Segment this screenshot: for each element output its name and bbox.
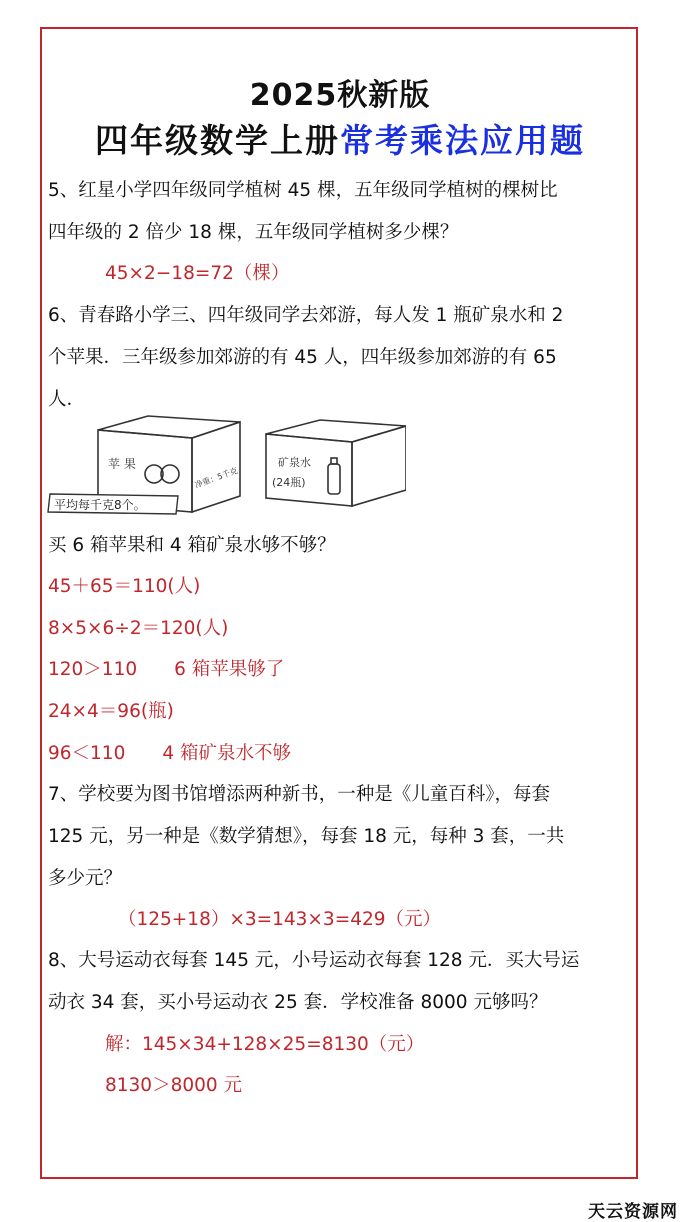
bottle-cap-icon (331, 458, 337, 464)
problem-6-answer-1: 45＋65＝110(人) (48, 576, 201, 597)
problem-5-line-2: 四年级的 2 倍少 18 棵，五年级同学植树多少棵？ (48, 222, 459, 243)
problem-7-line-3: 多少元？ (48, 868, 123, 889)
page-title-main: 四年级数学上册 (95, 121, 340, 160)
problem-8-line-1: 8、大号运动衣每套 145 元，小号运动衣每套 128 元．买大号运 (48, 950, 580, 971)
problem-6-answer-4: 24×4＝96(瓶) (48, 701, 174, 722)
water-box-front (266, 434, 352, 506)
apple-box-top (98, 416, 240, 438)
problem-8-answer-1: 解：145×34+128×25=8130（元） (105, 1034, 425, 1055)
boxes-drawing (46, 412, 406, 522)
problem-8-line-2: 动衣 34 套，买小号运动衣 25 套．学校准备 8000 元够吗？ (48, 992, 548, 1013)
problem-6-line-2: 个苹果．三年级参加郊游的有 45 人，四年级参加郊游的有 65 (48, 347, 557, 368)
problem-6-answer-3: 120＞110 6 箱苹果够了 (48, 659, 285, 680)
watermark: 天云资源网 (588, 1202, 678, 1222)
problem-6-answer-2: 8×5×6÷2＝120(人) (48, 618, 229, 639)
problem-5-line-1: 5、红星小学四年级同学植树 45 棵，五年级同学植树的棵树比 (48, 180, 558, 201)
water-box-count: (24瓶) (272, 476, 306, 489)
problem-8-answer-2: 8130＞8000 元 (105, 1075, 243, 1096)
bottle-icon (328, 464, 340, 494)
problem-6-sub-question: 买 6 箱苹果和 4 箱矿泉水够不够？ (48, 535, 336, 556)
problem-6-line-1: 6、青春路小学三、四年级同学去郊游，每人发 1 瓶矿泉水和 2 (48, 305, 564, 326)
apple-box-weight: 净重：5千克 (193, 465, 240, 490)
water-box-side (352, 426, 406, 506)
boxes-illustration (46, 412, 406, 522)
water-box-top (266, 420, 406, 442)
problem-7-line-1: 7、学校要为图书馆增添两种新书，一种是《儿童百科》，每套 (48, 784, 551, 805)
problem-5-answer: 45×2−18=72（棵） (105, 263, 290, 284)
page-title-year: 2025秋新版 (249, 78, 431, 113)
page-title (0, 115, 680, 162)
page-title-highlight: 常考乘法应用题 (340, 121, 585, 160)
problem-6-line-3: 人． (48, 389, 86, 410)
apple-tag-text: 平均每千克8个。 (54, 498, 146, 512)
problem-7-answer: （125+18）×3=143×3=429（元） (118, 909, 442, 930)
problem-7-line-2: 125 元，另一种是《数学猜想》，每套 18 元，每种 3 套，一共 (48, 826, 565, 847)
problem-6-answer-5: 96＜110 4 箱矿泉水不够 (48, 743, 292, 764)
apple-box-label: 苹 果 (108, 457, 136, 471)
water-box-label: 矿泉水 (278, 456, 311, 469)
